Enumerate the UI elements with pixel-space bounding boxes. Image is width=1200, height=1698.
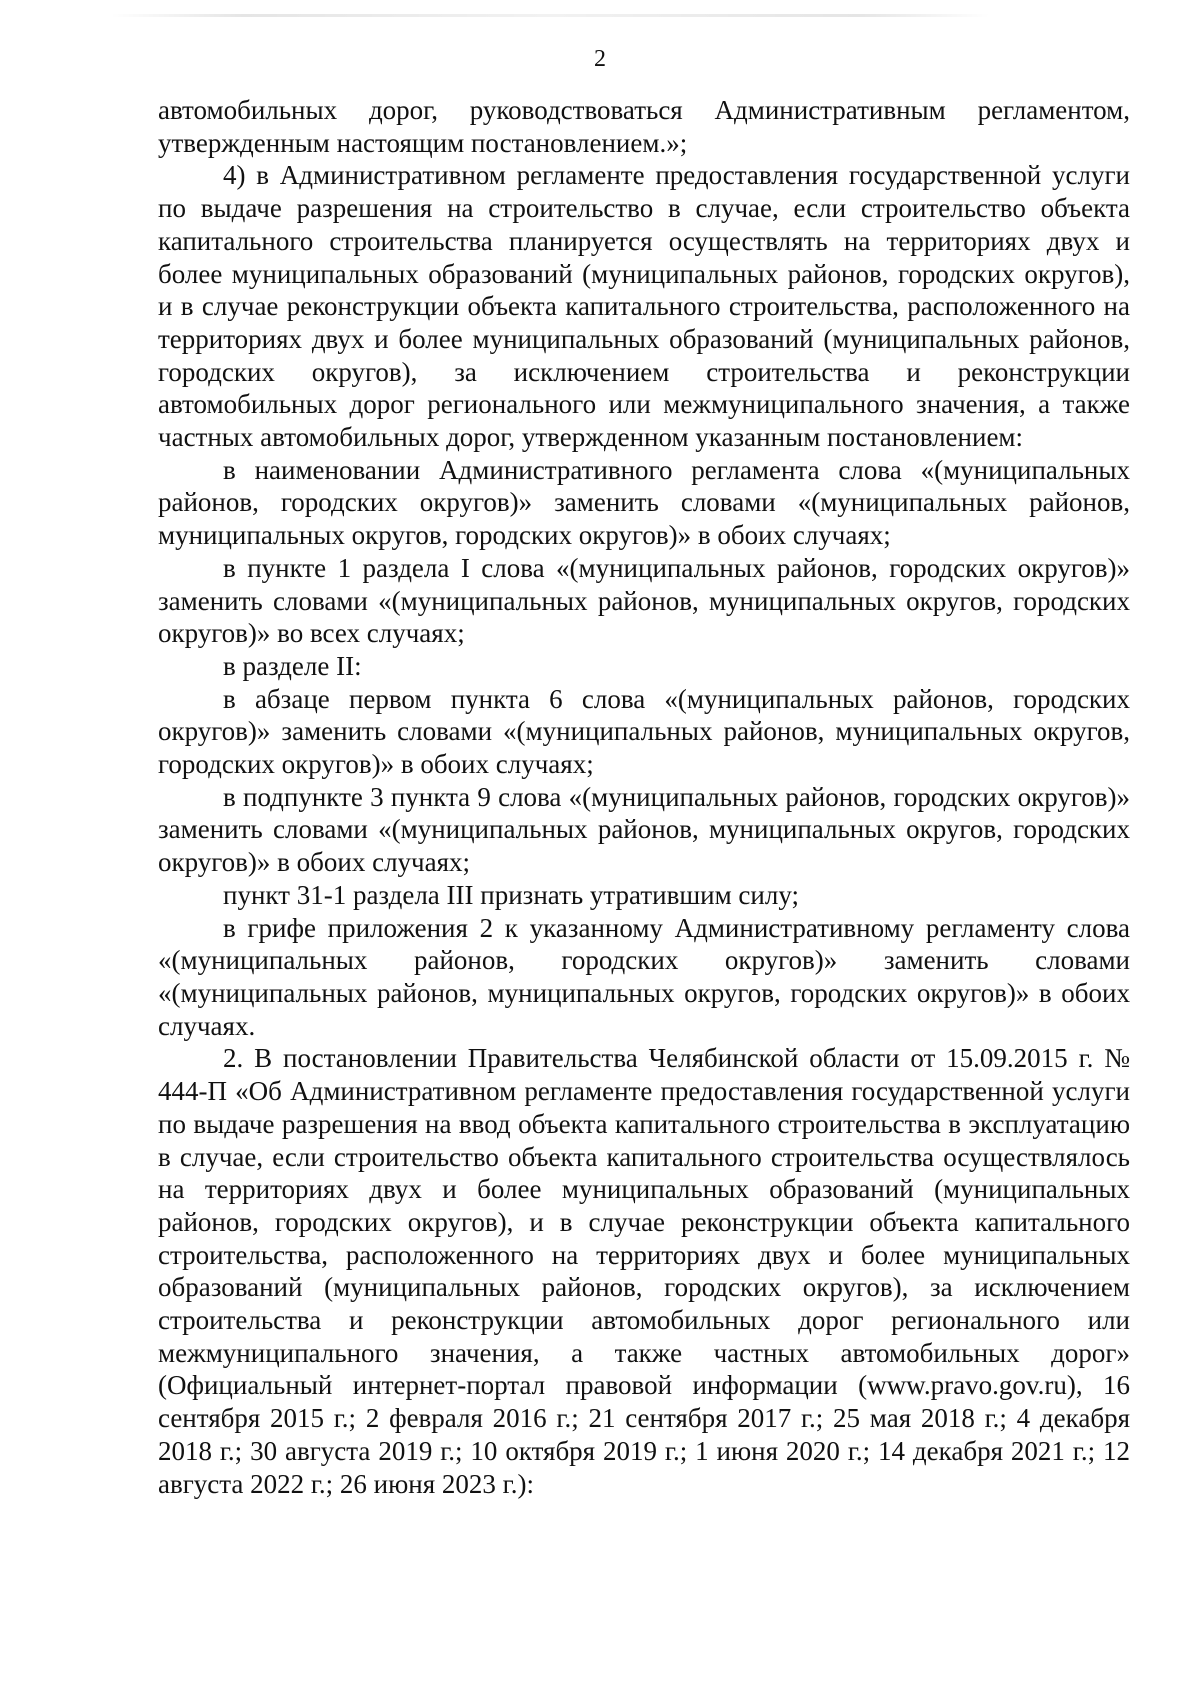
paragraph-point-1-section-1: в пункте 1 раздела I слова «(муниципальных районов, городских округов)» заменить словами «(муниципальных районов, муниципальных округов, городских округов)» во всех случаях; [158, 552, 1130, 649]
scan-edge [110, 14, 990, 17]
paragraph-section-2: в разделе II: [223, 650, 362, 681]
paragraph-appendix-2: в грифе приложения 2 к указанному Административному регламенту слова «(муниципальных районов, городских округов)» заменить словами «(муниципальных районов, муниципальных округов, городских округов)» в обоих случаях. [158, 912, 1130, 1041]
paragraph-item-2: 2. В постановлении Правительства Челябинской области от 15.09.2015 г. № 444-П «Об Административном регламенте предоставления государственной услуги по выдаче разрешения на ввод объекта капитального строительства в эксплуатацию в случае, если строительство объекта капитального строительства осуществлялось на территориях двух и более муниципальных образований (муниципальных районов, городских округов), и в случае реконструкции объекта капитального строительства, расположенного на территориях двух и более муниципальных образований (муниципальных районов, городских округов), за исключением строительства и реконструкции автомобильных дорог регионального или межмуниципального значения, а также частных автомобильных дорог» (Официальный интернет-портал правовой информации (www.pravo.gov.ru), 16 сентября 2015 г.; 2 февраля 2016 г.; 21 сентября 2017 г.; 25 мая 2018 г.; 4 декабря 2018 г.; 30 августа 2019 г.; 10 октября 2019 г.; 1 июня 2020 г.; 14 декабря 2021 г.; 12 августа 2022 г.; 26 июня 2023 г.): [158, 1043, 1130, 1499]
paragraph-point-31-1: пункт 31-1 раздела III признать утратившим силу; [223, 879, 799, 910]
document-body [158, 94, 1130, 1500]
paragraph-point-9: в подпункте 3 пункта 9 слова «(муниципальных районов, городских округов)» заменить словами «(муниципальных районов, муниципальных округов, городских округов)» в обоих случаях; [158, 781, 1130, 878]
paragraph-title-change: в наименовании Административного регламента слова «(муниципальных районов, городских округов)» заменить словами «(муниципальных районов, муниципальных округов, городских округов)» в обоих случаях; [158, 454, 1130, 551]
paragraph-item-4: 4) в Административном регламенте предоставления государственной услуги по выдаче разрешения на строительство в случае, если строительство объекта капитального строительства планируется осуществлять на территориях двух и более муниципальных образований (муниципальных районов, городских округов), и в случае реконструкции объекта капитального строительства, расположенного на территориях двух и более муниципальных образований (муниципальных районов, городских округов), за исключением строительства и реконструкции автомобильных дорог регионального или межмуниципального значения, а также частных автомобильных дорог, утвержденном указанным постановлением: [158, 160, 1130, 453]
page-number: 2 [594, 46, 606, 72]
paragraph-continuation: автомобильных дорог, руководствоваться Административным регламентом, утвержденным настоящим постановлением.»; [158, 95, 1130, 158]
paragraph-point-6: в абзаце первом пункта 6 слова «(муниципальных районов, городских округов)» заменить словами «(муниципальных районов, муниципальных округов, городских округов)» в обоих случаях; [158, 683, 1130, 780]
